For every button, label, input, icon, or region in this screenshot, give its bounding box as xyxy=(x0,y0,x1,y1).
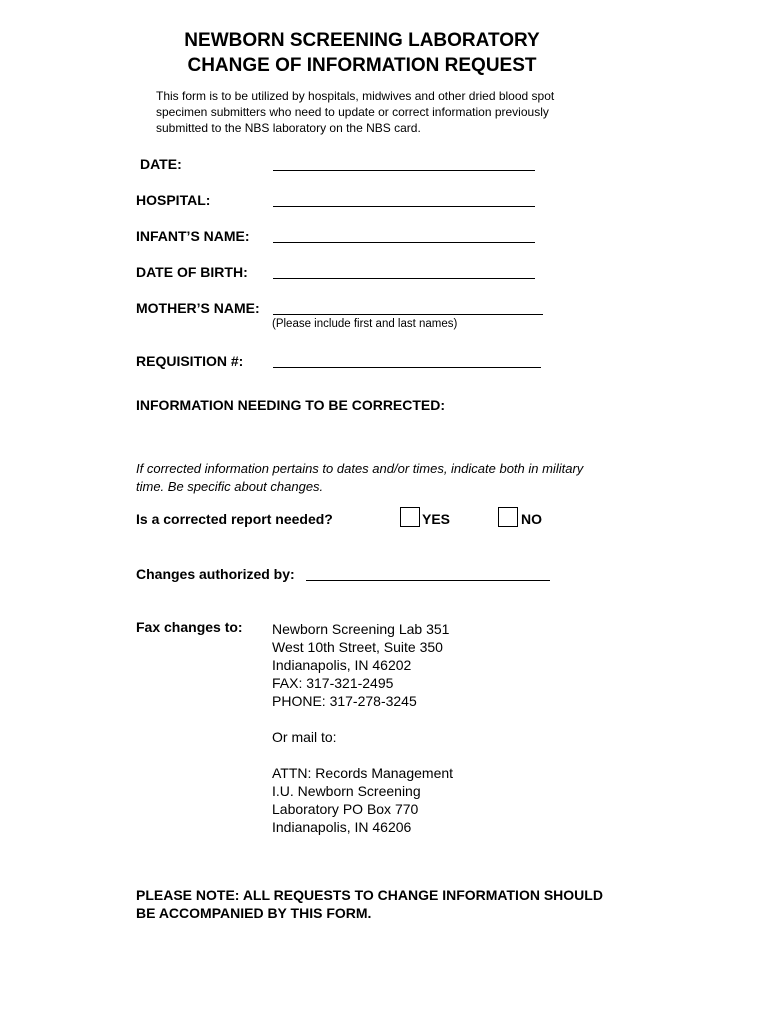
fax-address xyxy=(272,620,572,854)
fax-line: Indianapolis, IN 46202 xyxy=(272,657,412,673)
mail-line: ATTN: Records Management xyxy=(272,765,454,781)
mail-label: Or mail to: xyxy=(272,729,337,745)
date-of-birth-field[interactable] xyxy=(273,278,535,279)
requisition-label: REQUISITION #: xyxy=(136,353,244,369)
authorized-by-label: Changes authorized by: xyxy=(136,566,295,582)
infant-name-label: INFANT’S NAME: xyxy=(136,228,250,244)
form-title-line-2: CHANGE OF INFORMATION REQUEST xyxy=(187,55,537,76)
correction-heading: INFORMATION NEEDING TO BE CORRECTED: xyxy=(136,397,446,413)
yes-label: YES xyxy=(422,511,451,527)
no-checkbox[interactable] xyxy=(498,507,518,527)
corrected-report-question: Is a corrected report needed? xyxy=(136,511,333,527)
mail-line: I.U. Newborn Screening xyxy=(272,783,421,799)
fax-line: Newborn Screening Lab 351 xyxy=(272,621,450,637)
infant-name-field[interactable] xyxy=(273,242,535,243)
fax-number: FAX: 317-321-2495 xyxy=(272,675,394,691)
mail-line: Indianapolis, IN 46206 xyxy=(272,819,412,835)
no-label: NO xyxy=(521,511,542,527)
hospital-label: HOSPITAL: xyxy=(136,192,211,208)
date-label: DATE: xyxy=(140,156,182,172)
mail-address-block xyxy=(272,764,572,836)
please-note xyxy=(136,886,656,922)
mothers-name-hint: (Please include first and last names) xyxy=(272,318,458,330)
fax-address-block xyxy=(272,620,572,710)
correction-instructions: If corrected information pertains to dates and/or times, indicate both in military time. Be specific about changes. xyxy=(136,461,584,494)
form-title-line-1: NEWBORN SCREENING LABORATORY xyxy=(184,30,540,51)
mothers-name-field[interactable] xyxy=(273,314,543,315)
fax-line: West 10th Street, Suite 350 xyxy=(272,639,443,655)
yes-checkbox[interactable] xyxy=(400,507,420,527)
please-note-line-2: BE ACCOMPANIED BY THIS FORM. xyxy=(136,905,372,921)
mothers-name-label: MOTHER’S NAME: xyxy=(136,300,260,316)
hospital-field[interactable] xyxy=(273,206,535,207)
date-field[interactable] xyxy=(273,170,535,171)
requisition-field[interactable] xyxy=(273,367,541,368)
fax-label: Fax changes to: xyxy=(136,619,243,635)
phone-number: PHONE: 317-278-3245 xyxy=(272,693,417,709)
intro-paragraph: This form is to be utilized by hospitals, midwives and other dried blood spot specimen submitters who need to update or correct information previously submitted to the NBS laboratory on the NBS card. xyxy=(156,89,555,135)
date-of-birth-label: DATE OF BIRTH: xyxy=(136,264,248,280)
mail-line: Laboratory PO Box 770 xyxy=(272,801,419,817)
authorized-by-field[interactable] xyxy=(306,580,550,581)
please-note-line-1: PLEASE NOTE: ALL REQUESTS TO CHANGE INFORMATION SHOULD xyxy=(136,887,603,903)
